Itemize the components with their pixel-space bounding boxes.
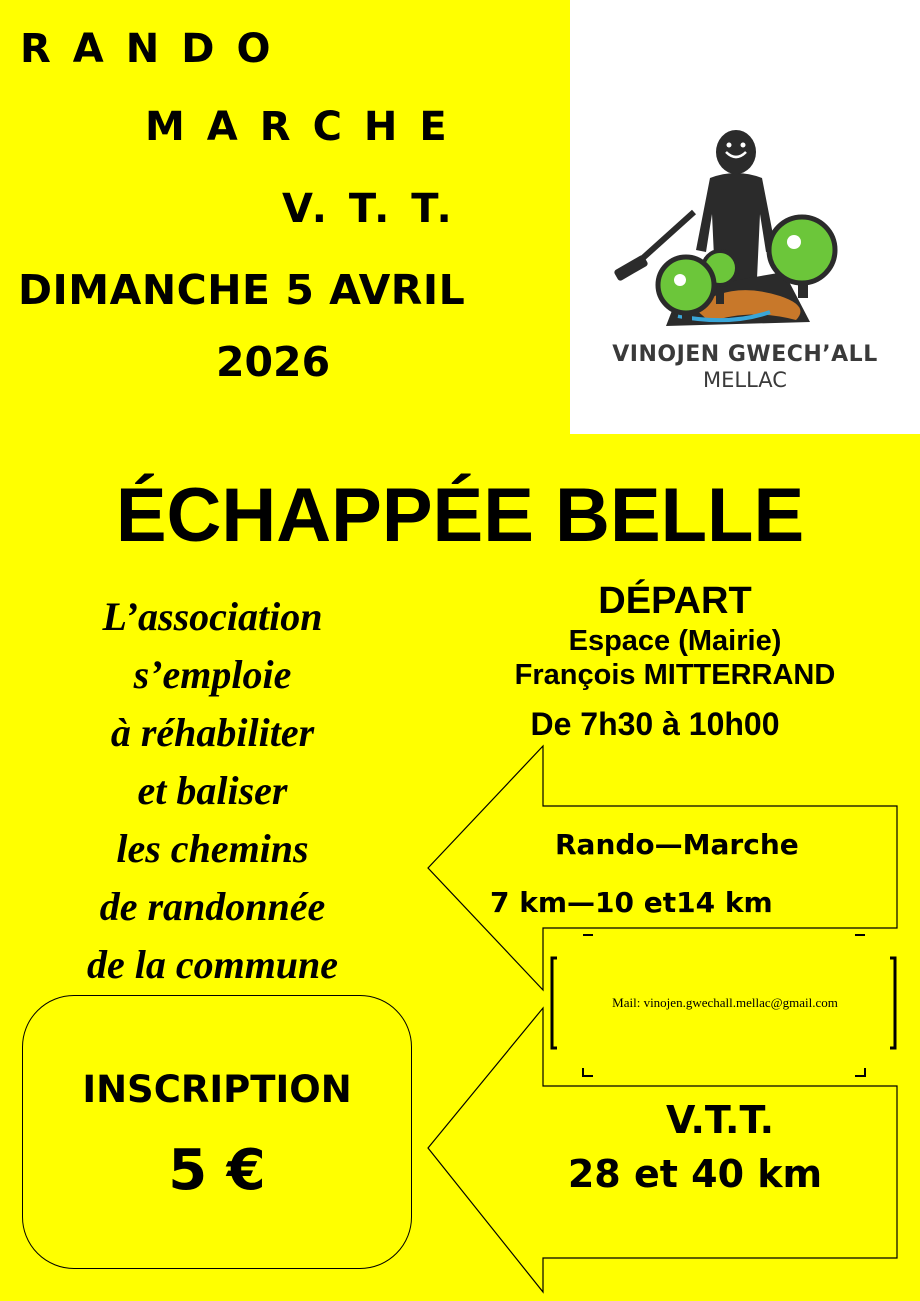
inscription-box — [22, 995, 412, 1269]
association-line: L’association — [102, 594, 323, 639]
association-line: à réhabiliter — [110, 710, 315, 755]
association-line: et baliser — [137, 768, 288, 813]
depart-title: DÉPART — [598, 580, 752, 622]
logo-title: VINOJEN GWECH’ALL — [612, 342, 878, 367]
inscription-label: INSCRIPTION — [82, 1068, 352, 1111]
rando-distances: 7 km—10 et14 km — [490, 886, 773, 919]
title-marche: MARCHE — [145, 104, 469, 150]
rando-label: Rando—Marche — [555, 828, 799, 861]
logo-subtitle: MELLAC — [703, 368, 787, 392]
inscription-price: 5 € — [168, 1138, 266, 1203]
depart-place-line2: François MITTERRAND — [514, 659, 836, 691]
title-vtt: V. T. T. — [282, 186, 456, 232]
association-line: s’emploie — [133, 652, 292, 697]
depart-hours: De 7h30 à 10h00 — [530, 706, 780, 742]
title-rando: RANDO — [20, 26, 293, 72]
headline: ÉCHAPPÉE BELLE — [115, 473, 805, 558]
event-year: 2026 — [216, 338, 331, 386]
vtt-distances: 28 et 40 km — [567, 1152, 823, 1196]
contact-mail[interactable]: Mail: vinojen.gwechall.mellac@gmail.com — [612, 995, 838, 1010]
depart-place-line1: Espace (Mairie) — [568, 625, 782, 657]
event-date: DIMANCHE 5 AVRIL — [18, 266, 466, 314]
association-line: de la commune — [86, 942, 339, 987]
vtt-label: V.T.T. — [665, 1098, 775, 1142]
association-line: de randonnée — [99, 884, 326, 929]
association-line: les chemins — [116, 826, 309, 871]
